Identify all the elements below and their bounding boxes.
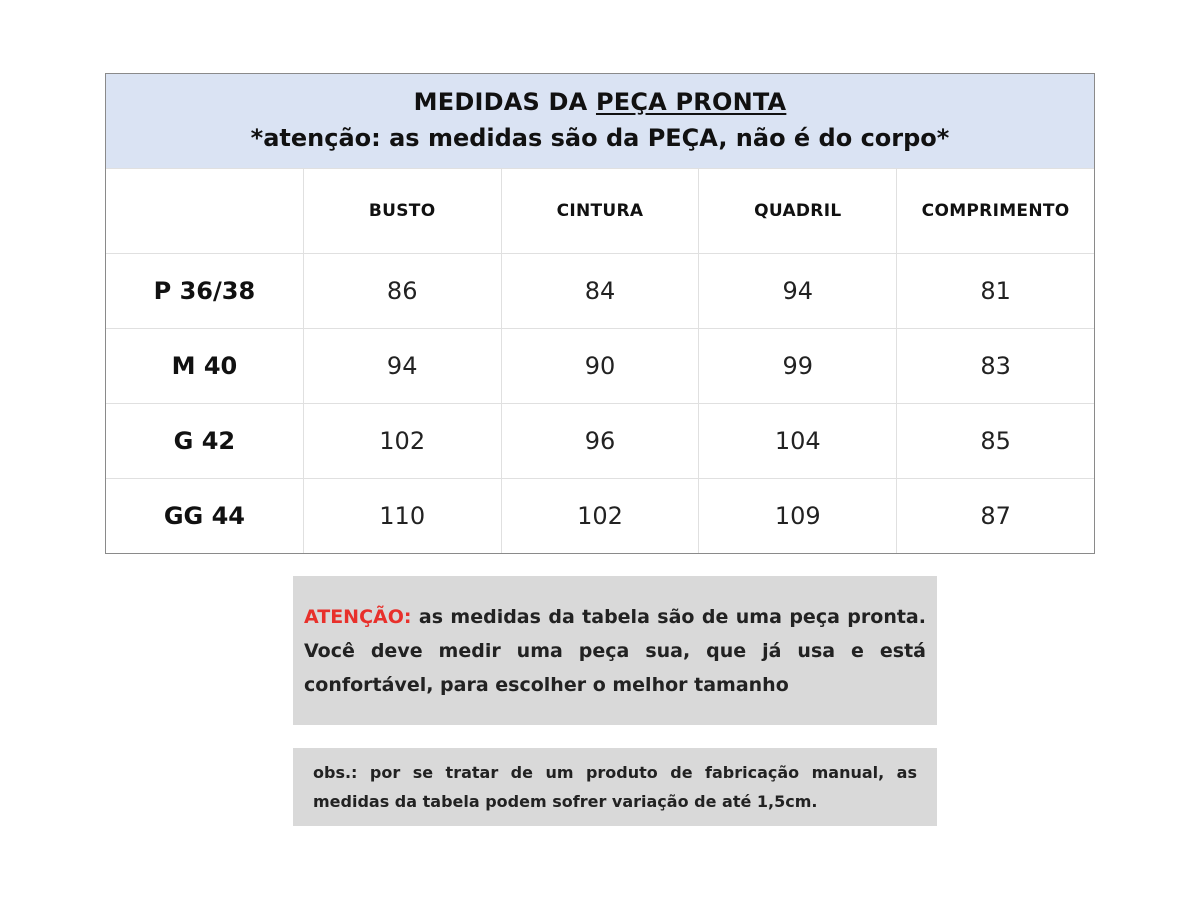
quadril-value: 104	[699, 404, 897, 478]
observation-note	[293, 748, 937, 826]
quadril-value: 94	[699, 254, 897, 328]
comprimento-value: 83	[980, 352, 1011, 380]
column-header-quadril: QUADRIL	[699, 169, 897, 253]
busto-value: 94	[304, 329, 502, 403]
column-header-comprimento: COMPRIMENTO	[921, 201, 1070, 221]
table-title	[414, 87, 787, 117]
table-title-underlined: PEÇA PRONTA	[595, 88, 787, 116]
column-header-cintura: CINTURA	[502, 169, 700, 253]
table-row	[106, 479, 1094, 553]
table-title-prefix: MEDIDAS DA	[413, 88, 596, 116]
size-label: M 40	[106, 329, 304, 403]
cintura-value: 102	[502, 479, 700, 553]
size-chart-table	[105, 73, 1095, 554]
size-label: P 36/38	[106, 254, 304, 328]
cintura-value: 84	[502, 254, 700, 328]
attention-notice	[293, 576, 937, 725]
table-row	[106, 329, 1094, 404]
table-subtitle: *atenção: as medidas são da PEÇA, não é do corpo*	[250, 124, 950, 152]
attention-label: ATENÇÃO:	[304, 606, 412, 628]
column-header-row	[106, 169, 1094, 254]
size-label: GG 44	[106, 479, 304, 553]
table-header	[106, 74, 1094, 169]
cintura-value: 96	[502, 404, 700, 478]
busto-value: 86	[304, 254, 502, 328]
column-header-busto: BUSTO	[304, 169, 502, 253]
comprimento-value: 85	[980, 427, 1011, 455]
busto-value: 102	[304, 404, 502, 478]
table-row	[106, 404, 1094, 479]
cintura-value: 90	[502, 329, 700, 403]
observation-text: obs.: por se tratar de um produto de fabricação manual, as medidas da tabela podem sofrer variação de até 1,5cm.	[313, 763, 917, 811]
size-label: G 42	[106, 404, 304, 478]
comprimento-value: 81	[980, 277, 1011, 305]
attention-text: as medidas da tabela são de uma peça pronta. Você deve medir uma peça sua, que já usa e está confortável, para escolher o melhor tamanho	[304, 606, 926, 696]
quadril-value: 109	[699, 479, 897, 553]
table-row	[106, 254, 1094, 329]
comprimento-value: 87	[980, 502, 1011, 530]
quadril-value: 99	[699, 329, 897, 403]
busto-value: 110	[304, 479, 502, 553]
corner-cell	[106, 169, 304, 253]
